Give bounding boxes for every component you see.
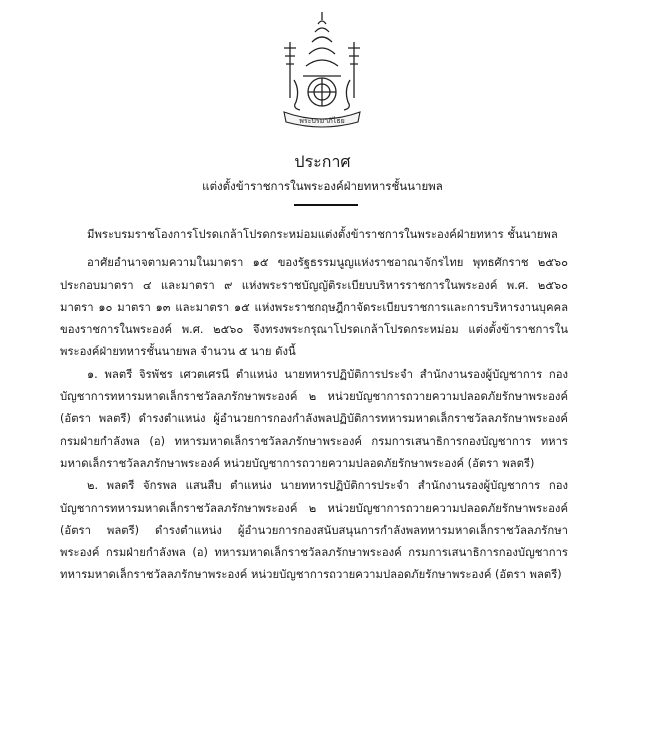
royal-crown-emblem-icon — [270, 10, 374, 132]
emblem-banner-text: พระปรมาภิไธย — [299, 117, 345, 125]
intro-paragraph: มีพระบรมราชโองการโปรดเกล้าโปรดกระหม่อมแต่งตั้งข้าราชการในพระองค์ฝ่ายทหาร ชั้นนายพล — [87, 228, 558, 241]
title-divider — [294, 204, 358, 206]
appointment-item: ๑. พลตรี จิรพัชร เศวตเศรนี ตำแหน่ง นายทหารปฏิบัติการประจำ สำนักงานรองผู้บัญชาการ กองบัญชาการทหารมหาดเล็กราชวัลลภรักษาพระองค์ ๒ หน่วยบัญชาการถวายความปลอดภัยรักษาพระองค์ (อัตรา พลตรี) ดำรงตำแหน่ง ผู้อำนวยการกองกำลังพลปฏิบัติการทหารมหาดเล็กราชวัลลภรักษาพระองค์ กรมฝ่ายกำลังพล (อ) ทหารมหาดเล็กราชวัลลภรักษาพระองค์ กรมการเสนาธิการกองบัญชาการ ทหารมหาดเล็กราชวัลลภรักษาพระองค์ หน่วยบัญชาการถวายความปลอดภัยรักษาพระองค์ (อัตรา พลตรี) — [60, 367, 568, 470]
announcement-title: ประกาศ — [294, 152, 351, 171]
legal-basis-paragraph: อาศัยอำนาจตามความในมาตรา ๑๕ ของรัฐธรรมนูญแห่งราชอาณาจักรไทย พุทธศักราช ๒๕๖๐ ประกอบมาตรา ๔ และมาตรา ๙ แห่งพระราชบัญญัติระเบียบบริหารราชการในพระองค์ พ.ศ. ๒๕๖๐ มาตรา ๑๐ มาตรา ๑๓ และมาตรา ๑๕ แห่งพระราชกฤษฎีกาจัดระเบียบราชการและการบริหารงานบุคคลของราชการในพระองค์ พ.ศ. ๒๕๖๐ จึงทรงพระกรุณาโปรดเกล้าโปรดกระหม่อม แต่งตั้งข้าราชการในพระองค์ฝ่ายทหารชั้นนายพล จำนวน ๕ นาย ดังนี้ — [60, 256, 568, 359]
announcement-subtitle: แต่งตั้งข้าราชการในพระองค์ฝ่ายทหารชั้นนายพล — [202, 179, 443, 193]
appointment-item: ๒. พลตรี จักรพล แสนสืบ ตำแหน่ง นายทหารปฏิบัติการประจำ สำนักงานรองผู้บัญชาการ กองบัญชาการทหารมหาดเล็กราชวัลลภรักษาพระองค์ ๒ หน่วยบัญชาการถวายความปลอดภัยรักษาพระองค์ (อัตรา พลตรี) ดำรงตำแหน่ง ผู้อำนวยการกองสนับสนุนการกำลังพลทหารมหาดเล็กราชวัลลภรักษาพระองค์ กรมฝ่ายกำลังพล (อ) ทหารมหาดเล็กราชวัลลภรักษาพระองค์ กรมการเสนาธิการกองบัญชาการ ทหารมหาดเล็กราชวัลลภรักษาพระองค์ หน่วยบัญชาการถวายความปลอดภัยรักษาพระองค์ (อัตรา พลตรี) — [60, 479, 568, 582]
document-body — [60, 224, 568, 587]
